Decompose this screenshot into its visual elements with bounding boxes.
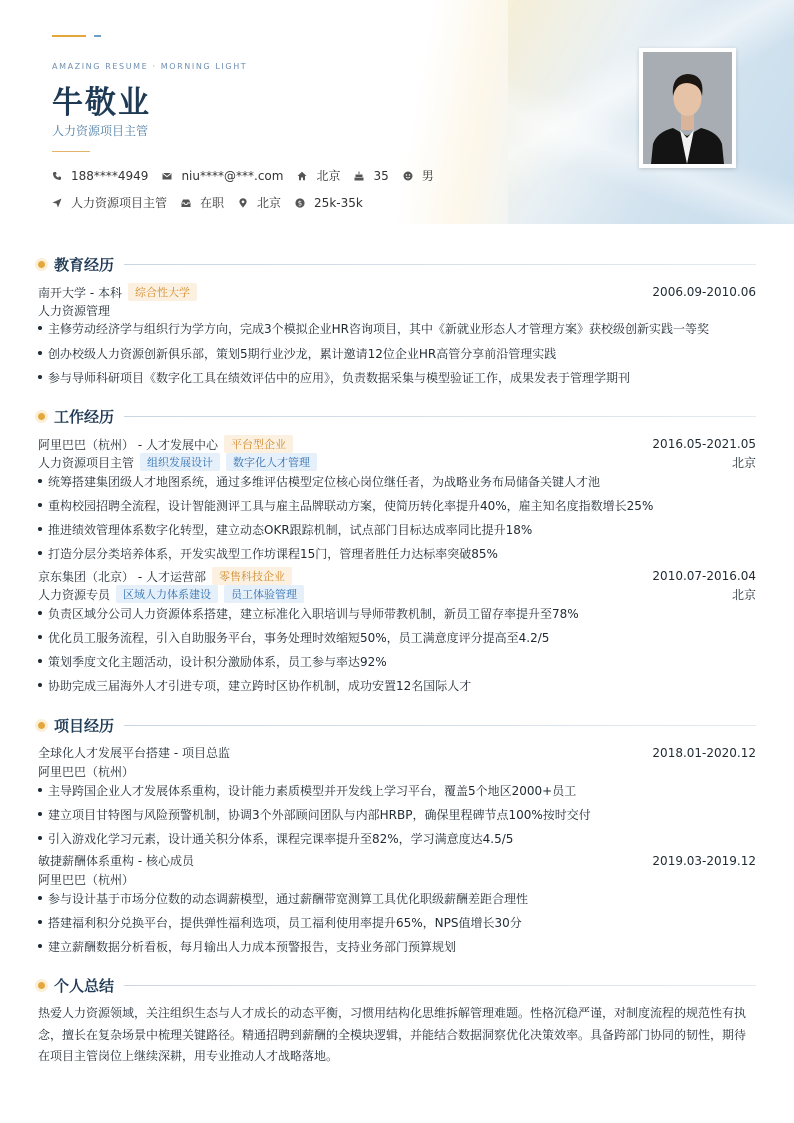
city-text: 北京 [316, 169, 341, 183]
section-divider [124, 985, 756, 986]
job-role: 人力资源专员 [38, 587, 111, 602]
list-item: 推进绩效管理体系数字化转型，建立动态OKR跟踪机制，试点部门目标达成率同比提升18% [38, 521, 754, 538]
work-entry-header [38, 567, 756, 585]
phone-icon [52, 171, 62, 181]
work-entry-header [38, 435, 756, 453]
skill-tag: 组织发展设计 [140, 453, 220, 471]
avatar [643, 52, 732, 164]
project-org-row [38, 871, 756, 888]
section-marker-dot [38, 982, 45, 989]
decoration-line [94, 35, 101, 37]
section-divider [124, 416, 756, 417]
work-city: 北京 [731, 455, 756, 470]
list-item: 参与导师科研项目《数字化工具在绩效评估中的应用》，负责数据采集与模型验证工作，成果发表于管理学期刊 [38, 369, 754, 386]
profile-photo [639, 48, 736, 168]
project-org-row [38, 763, 756, 780]
education-major-row [38, 302, 756, 319]
work-city: 北京 [731, 587, 756, 602]
city-item [297, 167, 340, 184]
location-pin-icon [238, 198, 248, 208]
project-date: 2018.01-2020.12 [652, 745, 756, 760]
name-divider [52, 151, 90, 152]
send-icon [52, 198, 62, 208]
skill-tag: 员工体验管理 [224, 585, 304, 603]
skill-tag: 区域人力体系建设 [116, 585, 218, 603]
target-job-item [52, 194, 167, 211]
list-item: 打造分层分类培养体系，开发实战型工作坊课程15门，管理者胜任力达标率突破85% [38, 545, 754, 562]
status-item [181, 194, 224, 211]
email-item [162, 169, 283, 183]
project-name: 全球化人才发展平台搭建 - 项目总监 [38, 746, 230, 760]
section-title: 个人总结 [54, 977, 115, 995]
status-text: 在职 [200, 196, 225, 210]
list-item: 策划季度文化主题活动，设计积分激励体系，员工参与率达92% [38, 653, 754, 670]
resume-tagline: AMAZING RESUME · MORNING LIGHT [52, 62, 248, 71]
section-divider [124, 725, 756, 726]
money-icon [295, 198, 305, 208]
list-item: 主导跨国企业人才发展体系重构，设计能力素质模型并开发线上学习平台，覆盖5个地区2000+员工 [38, 782, 754, 799]
email-text: niu****@***.com [181, 168, 284, 183]
personal-summary: 热爱人力资源领域，关注组织生态与人才成长的动态平衡，习惯用结构化思维拆解管理难题。性格沉稳严谨，对制度流程的规范性有执念，擅长在复杂场景中梳理关键路径。精通招聘到薪酬的全模块逻辑，并能结合数据洞察优化决策效率。具备跨部门协同的韧性，期待在项目主管岗位上继续深耕，用专业推动人才战略落地。 [38, 1006, 747, 1063]
list-item: 重构校园招聘全流程，设计智能测评工具与雇主品牌联动方案，使简历转化率提升40%，雇主知名度指数增长25% [38, 497, 754, 514]
svg-text:$: $ [297, 199, 303, 207]
project-entry-header [38, 744, 756, 761]
inbox-icon [181, 198, 191, 208]
gender-item [403, 167, 434, 184]
list-item: 协助完成三届海外人才引进专项，建立跨时区协作机制，成功安置12名国际人才 [38, 677, 754, 694]
age-text: 35 [373, 168, 389, 183]
person-icon [403, 171, 413, 181]
company-name: 京东集团（北京） - 人才运营部 [38, 569, 206, 584]
project-date: 2019.03-2019.12 [652, 853, 756, 868]
section-header-summary [38, 975, 756, 996]
list-item: 建立项目甘特图与风险预警机制，协调3个外部顾问团队与内部HRBP，确保里程碑节点100%按时交付 [38, 806, 754, 823]
list-item: 统筹搭建集团级人才地图系统，通过多维评估模型定位核心岗位继任者，为战略业务布局储备关键人才池 [38, 473, 754, 490]
section-title: 教育经历 [54, 256, 115, 274]
company-name: 阿里巴巴（杭州） - 人才发展中心 [38, 437, 218, 452]
phone-item [52, 169, 148, 183]
education-entry-header [38, 283, 756, 301]
skill-tag: 数字化人才管理 [226, 453, 317, 471]
salary-text: 25k-35k [314, 195, 363, 210]
phone-text: 188****4949 [71, 168, 149, 183]
project-org: 阿里巴巴（杭州） [38, 765, 135, 779]
person-silhouette [643, 52, 732, 164]
candidate-name: 牛敬业 [52, 85, 151, 121]
decoration-line [52, 35, 86, 37]
contact-info-row [52, 167, 448, 184]
list-item: 引入游戏化学习元素，设计通关积分体系，课程完课率提升至82%，学习满意度达4.5/5 [38, 830, 754, 847]
section-header-education [38, 254, 756, 275]
company-tag: 零售科技企业 [212, 567, 292, 585]
project-entry-header [38, 852, 756, 869]
section-header-work [38, 406, 756, 427]
work-date: 2010.07-2016.04 [652, 569, 756, 583]
section-marker-dot [38, 413, 45, 420]
section-title: 工作经历 [54, 408, 115, 426]
mail-icon [162, 171, 172, 181]
candidate-title: 人力资源项目主管 [52, 124, 149, 138]
cake-icon [354, 171, 364, 181]
section-header-projects [38, 715, 756, 736]
work-date: 2016.05-2021.05 [652, 437, 756, 451]
list-item: 主修劳动经济学与组织行为学方向，完成3个模拟企业HR咨询项目，其中《新就业形态人才管理方案》获校级创新实践一等奖 [38, 320, 754, 337]
work-role-row [38, 585, 756, 603]
target-city-item [238, 194, 281, 211]
home-icon [297, 171, 307, 181]
project-name: 敏捷薪酬体系重构 - 核心成员 [38, 854, 194, 868]
project-org: 阿里巴巴（杭州） [38, 873, 135, 887]
list-item: 创办校级人力资源创新俱乐部，策划5期行业沙龙，累计邀请12位企业HR高管分享前沿管理实践 [38, 345, 754, 362]
job-role: 人力资源项目主管 [38, 455, 135, 470]
list-item: 负责区域分公司人力资源体系搭建，建立标准化入职培训与导师带教机制，新员工留存率提升至78% [38, 605, 754, 622]
section-marker-dot [38, 261, 45, 268]
job-info-row [52, 194, 377, 211]
school-tag: 综合性大学 [128, 283, 197, 301]
section-marker-dot [38, 722, 45, 729]
list-item: 参与设计基于市场分位数的动态调薪模型，通过薪酬带宽测算工具优化职级薪酬差距合理性 [38, 890, 754, 907]
section-title: 项目经历 [54, 717, 115, 735]
education-date: 2006.09-2010.06 [652, 285, 756, 299]
gender-text: 男 [421, 169, 434, 183]
company-tag: 平台型企业 [224, 435, 293, 453]
age-item [354, 169, 388, 183]
section-divider [124, 264, 756, 265]
school-name: 南开大学 - 本科 [38, 285, 122, 300]
work-role-row [38, 453, 756, 471]
list-item: 搭建福利积分兑换平台，提供弹性福利选项，员工福利使用率提升65%，NPS值增长30分 [38, 914, 754, 931]
target-city-text: 北京 [257, 196, 282, 210]
target-job-text: 人力资源项目主管 [71, 196, 168, 210]
list-item: 建立薪酬数据分析看板，每月输出人力成本预警报告，支持业务部门预算规划 [38, 938, 754, 955]
salary-item [295, 196, 363, 210]
education-major: 人力资源管理 [38, 304, 111, 318]
list-item: 优化员工服务流程，引入自助服务平台，事务处理时效缩短50%，员工满意度评分提高至4.2/5 [38, 629, 754, 646]
